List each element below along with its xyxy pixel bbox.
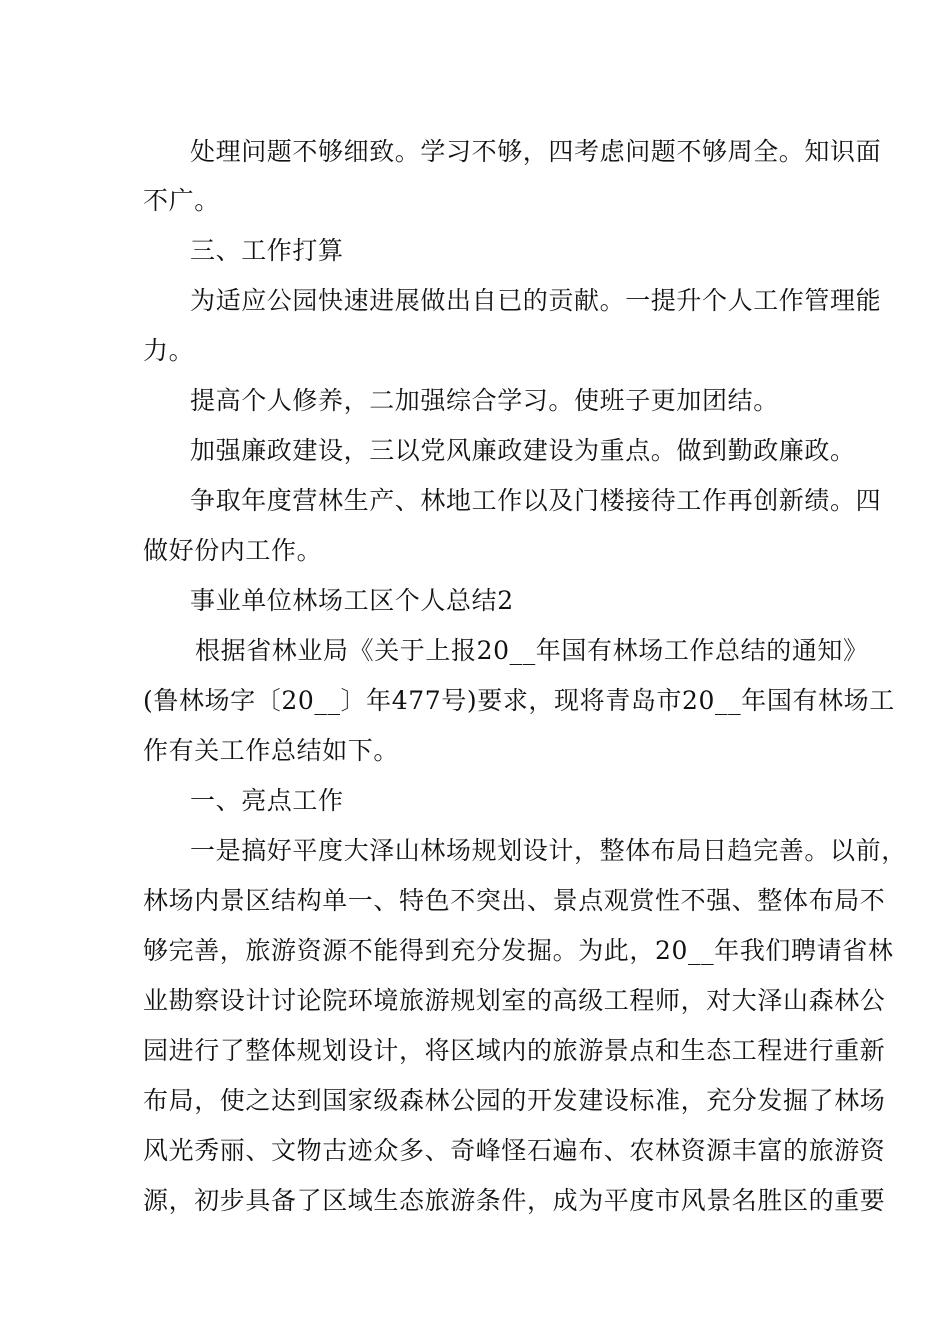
para-forest-production-line-1: 争取年度营林生产、林地工作以及门楼接待工作再创新绩。四: [190, 486, 882, 515]
para-problems-line-2: 不广。: [143, 186, 220, 215]
heading-highlights: 一、亮点工作: [190, 786, 344, 815]
para-planning-line-4: 业勘察设计讨论院环境旅游规划室的高级工程师，对大泽山森林公: [143, 986, 886, 1015]
section-title-summary-2: 事业单位林场工区个人总结2: [190, 586, 514, 615]
para-notice-line-2: (鲁林场字〔20__〕年477号)要求，现将青岛市20__年国有林场工: [143, 686, 895, 715]
para-adapt-park-line-1: 为适应公园快速进展做出自已的贡献。一提升个人工作管理能: [190, 286, 882, 315]
para-problems-line-1: 处理问题不够细致。学习不够，四考虑问题不够周全。知识面: [190, 137, 882, 166]
para-planning-line-8: 源，初步具备了区域生态旅游条件，成为平度市风景名胜区的重要: [143, 1186, 886, 1215]
heading-work-plan: 三、工作打算: [190, 236, 344, 265]
para-planning-line-5: 园进行了整体规划设计，将区域内的旅游景点和生态工程进行重新: [143, 1036, 886, 1065]
para-notice-line-1: 根据省林业局《关于上报20__年国有林场工作总结的通知》: [195, 636, 869, 665]
para-planning-line-3: 够完善，旅游资源不能得到充分发掘。为此，20__年我们聘请省林: [143, 936, 894, 965]
para-notice-line-3: 作有关工作总结如下。: [143, 736, 400, 765]
para-integrity: 加强廉政建设，三以党风廉政建设为重点。做到勤政廉政。: [190, 436, 856, 465]
para-planning-line-6: 布局，使之达到国家级森林公园的开发建设标准，充分发掘了林场: [143, 1086, 886, 1115]
para-forest-production-line-2: 做好份内工作。: [143, 536, 323, 565]
para-planning-line-7: 风光秀丽、文物古迹众多、奇峰怪石遍布、农林资源丰富的旅游资: [143, 1136, 886, 1165]
para-planning-line-2: 林场内景区结构单一、特色不突出、景点观赏性不强、整体布局不: [143, 886, 886, 915]
para-adapt-park-line-2: 力。: [143, 336, 195, 365]
para-planning-line-1: 一是搞好平度大泽山林场规划设计，整体布局日趋完善。以前，: [190, 836, 907, 865]
para-self-cultivation: 提高个人修养，二加强综合学习。使班子更加团结。: [190, 386, 779, 415]
